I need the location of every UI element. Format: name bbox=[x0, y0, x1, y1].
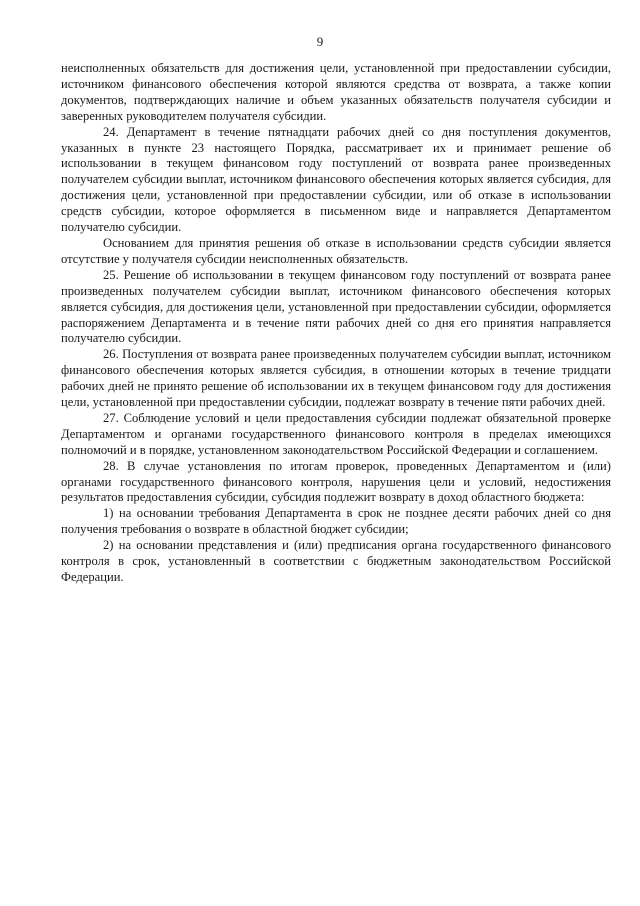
page-number: 9 bbox=[316, 34, 324, 49]
paragraph-27: 27. Соблюдение условий и цели предоставления субсидии подлежат обязательной проверке Департаментом и органами государственного финансового контроля в пределах имеющихся полномочий и в порядке, установленном законодательством Российской Федерации и соглашением. bbox=[61, 410, 611, 457]
paragraph-continuation: неисполненных обязательств для достижения цели, установленной при предоставлении субсидии, источником финансового обеспечения которой являются средства от возврата, а также копии документов, подтверждающих наличие и объем указанных обязательств получателя субсидии и заверенных руководителем получателя субсидии. bbox=[61, 61, 611, 123]
paragraph-25: 25. Решение об использовании в текущем финансовом году поступлений от возврата ранее произведенных получателем субсидии выплат, источником финансового обеспечения которых является субсидия, для достижения цели, установленной при предоставлении субсидии, оформляется распоряжением Департамента и в течение пяти рабочих дней со дня его принятия направляется получателю субсидии. bbox=[61, 267, 611, 346]
paragraph-28-item-2: 2) на основании представления и (или) предписания органа государственного финансового контроля в срок, установленный в соответствии с бюджетным законодательством Российской Федерации. bbox=[61, 538, 611, 584]
paragraph-28-item-1: 1) на основании требования Департамента в срок не позднее десяти рабочих дней со дня получения требования о возврате в областной бюджет субсидии; bbox=[61, 506, 611, 537]
paragraph-24: 24. Департамент в течение пятнадцати рабочих дней со дня поступления документов, указанных в пункте 23 настоящего Порядка, рассматривает их и принимает решение об использовании в текущем финансовом году поступлений от возврата ранее произведенных получателем субсидии выплат, источником финансового обеспечения которых является субсидия, для достижения цели, установленной при предоставлении субсидии, или об отказе в использовании средств субсидии, которое оформляется в письменном виде и направляется Департаментом получателю субсидии. bbox=[61, 124, 611, 235]
paragraph-refusal-grounds: Основанием для принятия решения об отказе в использовании средств субсидии является отсутствие у получателя субсидии неисполненных обязательств. bbox=[61, 235, 611, 266]
paragraph-28: 28. В случае установления по итогам проверок, проведенных Департаментом и (или) органами государственного финансового контроля, нарушения цели и условий, недостижения результатов предоставления субсидии, субсидия подлежит возврату в доход областного бюджета: bbox=[61, 458, 611, 505]
paragraph-26: 26. Поступления от возврата ранее произведенных получателем субсидии выплат, источником финансового обеспечения которых является субсидия, в отношении которых в течение тридцати рабочих дней не принято решение об использовании их в текущем финансовом году для достижения цели, установленной при предоставлении субсидии, подлежат возврату в течение пяти рабочих дней. bbox=[61, 347, 611, 410]
document-body bbox=[61, 61, 611, 586]
